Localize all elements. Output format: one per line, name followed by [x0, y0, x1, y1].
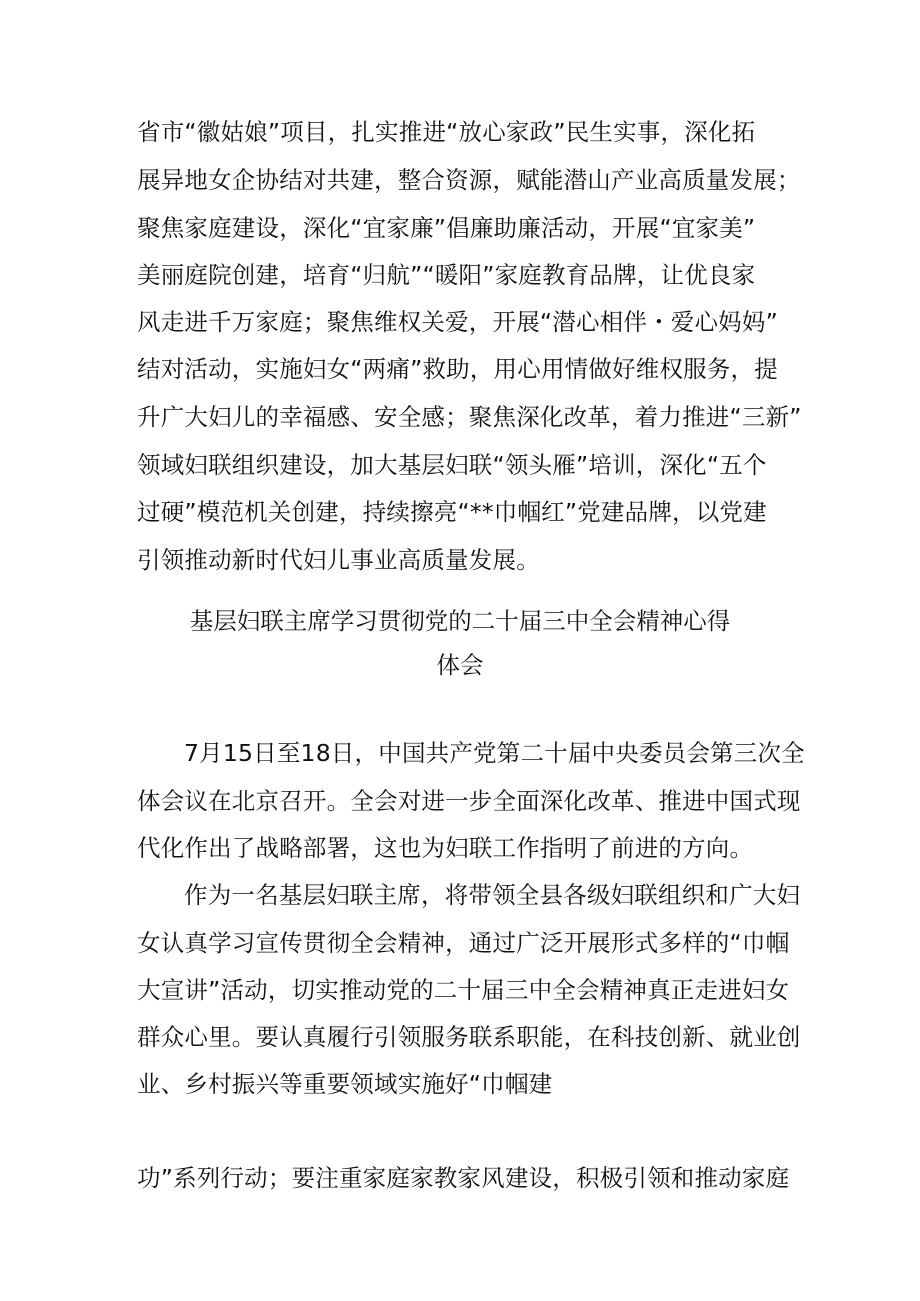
- paragraph-line: 代化作出了战略部署，这也为妇联工作指明了前进的方向。: [137, 834, 754, 862]
- paragraph-line: 结对活动，实施妇女“两痛”救助，用心用情做好维权服务，提: [137, 355, 778, 383]
- paragraph-line: 女认真学习宣传贯彻全会精神，通过广泛开展形式多样的“巾帼: [137, 929, 790, 957]
- paragraph-line: 风走进千万家庭；聚焦维权关爱，开展“潜心相伴・爱心妈妈”: [137, 308, 778, 336]
- paragraph-line: 展异地女企协结对共建，整合资源，赋能潜山产业高质量发展；: [137, 166, 801, 194]
- paragraph-line: 体会议在北京召开。全会对进一步全面深化改革、推进中国式现: [137, 787, 801, 815]
- paragraph-line: 过硬”模范机关创建，持续擦亮“**巾帼红”党建品牌，以党建: [137, 498, 767, 526]
- paragraph-line: 作为一名基层妇联主席，将带领全县各级妇联组织和广大妇: [184, 881, 801, 909]
- paragraph-line: 引领推动新时代妇儿事业高质量发展。: [137, 546, 540, 574]
- paragraph-line: 群众心里。要认真履行引领服务联系职能，在科技创新、就业创: [137, 1023, 801, 1051]
- paragraph-line: 功”系列行动；要注重家庭家教家风建设，积极引领和推动家庭: [137, 1164, 790, 1192]
- article-title-line-2: 体会: [436, 651, 484, 679]
- paragraph-line: 省市“徽姑娘”项目，扎实推进“放心家政”民生实事，深化拓: [137, 118, 756, 146]
- paragraph-line: 领域妇联组织建设，加大基层妇联“领头雁”培训，深化“五个: [137, 451, 767, 479]
- paragraph-line: 美丽庭院创建，培育“归航”“暖阳”家庭教育品牌，让优良家: [137, 261, 756, 289]
- paragraph-line: 大宣讲”活动，切实推动党的二十届三中全会精神真正走进妇女: [137, 976, 790, 1004]
- paragraph-line: 升广大妇儿的幸福感、安全感；聚焦深化改革，着力推进“三新”: [137, 403, 802, 431]
- paragraph-line: 业、乡村振兴等重要领域实施好“巾帼建: [137, 1070, 553, 1098]
- paragraph-line: 聚焦家庭建设，深化“宜家廉”倡廉助廉活动，开展“宜家美”: [137, 214, 756, 242]
- paragraph-line: 7月15日至18日，中国共产党第二十届中央委员会第三次全: [184, 739, 805, 767]
- article-title-line-1: 基层妇联主席学习贯彻党的二十届三中全会精神心得: [189, 607, 731, 635]
